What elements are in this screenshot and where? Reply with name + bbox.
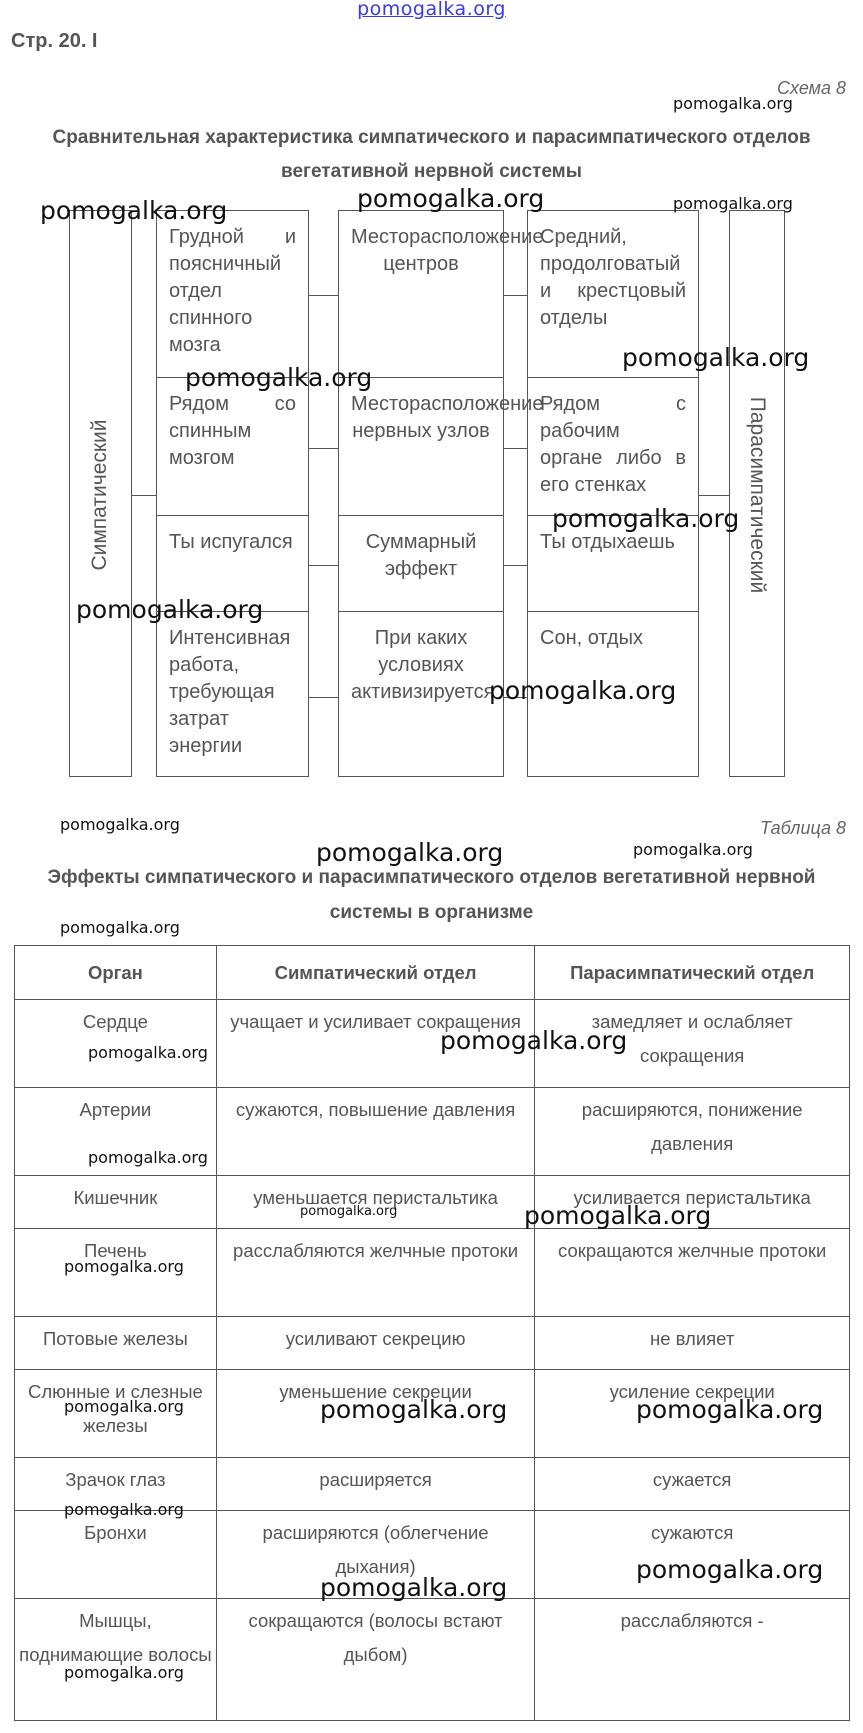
table-label: Таблица 8 xyxy=(759,818,846,838)
parasympathetic-cell: сужается xyxy=(535,1458,850,1511)
organ-cell: Бронхи xyxy=(15,1511,217,1599)
organ-cell: Потовые железы xyxy=(15,1317,217,1370)
table-row xyxy=(15,1176,850,1229)
watermark-text: pomogalka.org xyxy=(76,595,264,624)
watermark-text: pomogalka.org xyxy=(88,1148,208,1167)
organ-cell: Слюнные и слезные железы xyxy=(15,1370,217,1458)
table-header-row xyxy=(15,946,850,1000)
parasympathetic-cell: расширяются, понижение давления xyxy=(535,1088,850,1176)
header-sympathetic: Симпатический отдел xyxy=(216,946,535,1000)
sympathetic-label: Симпатический xyxy=(88,419,111,571)
watermark-text: pomogalka.org xyxy=(320,1395,508,1424)
watermark-text: pomogalka.org xyxy=(673,94,793,113)
scheme-cell-center-4: При каких условиях активизируется xyxy=(351,627,495,703)
watermark-text: pomogalka.org xyxy=(64,1257,184,1276)
watermark-text: pomogalka.org xyxy=(60,918,180,937)
watermark-text: pomogalka.org xyxy=(88,1043,208,1062)
watermark-text: pomogalka.org xyxy=(636,1555,824,1584)
parasympathetic-cell: усиливается перистальтика xyxy=(535,1176,850,1229)
watermark-text: pomogalka.org xyxy=(64,1500,184,1519)
scheme-cell-left-4: Интенсивная работа, требующая затрат энергии xyxy=(169,627,291,757)
organ-cell: Кишечник xyxy=(15,1176,217,1229)
sympathetic-cell: усиливают секрецию xyxy=(216,1317,535,1370)
table-row xyxy=(15,1317,850,1370)
sympathetic-cell: сужаются, повышение давления xyxy=(216,1088,535,1176)
table-row xyxy=(15,1599,850,1721)
watermark-text: pomogalka.org xyxy=(673,194,793,213)
watermark-text: pomogalka.org xyxy=(185,363,373,392)
parasympathetic-cell: расслабляются - xyxy=(535,1599,850,1721)
organ-cell: Артерии xyxy=(15,1088,217,1176)
watermark-text: pomogalka.org xyxy=(440,1026,628,1055)
scheme-cell-center-3: Суммарный эффект xyxy=(365,531,477,580)
parasympathetic-cell: сокращаются желчные протоки xyxy=(535,1229,850,1317)
organ-cell: Сердце xyxy=(15,1000,217,1088)
watermark-text: pomogalka.org xyxy=(633,840,753,859)
sympathetic-cell: сокращаются (волосы встают дыбом) xyxy=(216,1599,535,1721)
scheme-cell-left-3: Ты испугался xyxy=(169,531,293,553)
header-organ: Орган xyxy=(15,946,217,1000)
organ-cell: Зрачок глаз xyxy=(15,1458,217,1511)
sympathetic-cell: расширяются (облегчение дыхания) xyxy=(216,1511,535,1599)
watermark-text: pomogalka.org xyxy=(60,815,180,834)
watermark-text: pomogalka.org xyxy=(64,1397,184,1416)
sympathetic-cell: расширяется xyxy=(216,1458,535,1511)
scheme-cell-right-1: Средний, продолговатый и крестцовый отделы xyxy=(540,226,686,329)
scheme-cell-left-1: Грудной и поясничный отдел спинного мозга xyxy=(169,226,296,356)
sympathetic-cell: уменьшение секреции xyxy=(216,1370,535,1458)
scheme-title-line2: вегетативной нервной системы xyxy=(281,161,582,182)
watermark-text: pomogalka.org xyxy=(622,343,810,372)
watermark-text: pomogalka.org xyxy=(320,1573,508,1602)
parasympathetic-label: Парасимпатический xyxy=(746,396,769,594)
table-title-line1: Эффекты симпатического и парасимпатического отделов вегетативной нервной xyxy=(47,867,816,888)
organ-cell: Печень xyxy=(15,1229,217,1317)
organ-cell: Мышцы, поднимающие волосы xyxy=(15,1599,217,1721)
scheme-cell-right-4: Сон, отдых xyxy=(540,627,643,649)
watermark-text: pomogalka.org xyxy=(489,676,677,705)
parasympathetic-cell: замедляет и ослабляет сокращения xyxy=(535,1000,850,1088)
scheme-cell-right-3: Ты отдыхаешь xyxy=(540,531,675,553)
scheme-title-line1: Сравнительная характеристика симпатического и парасимпатического отделов xyxy=(52,127,811,148)
scheme-cell-left-2: Рядом со спинным мозгом xyxy=(169,393,296,469)
watermark-text: pomogalka.org xyxy=(636,1395,824,1424)
watermark-top-link[interactable]: pomogalka.org xyxy=(357,0,506,20)
sympathetic-cell: уменьшается перистальтика xyxy=(216,1176,535,1229)
scheme-cell-right-2: Рядом с рабочим органе либо в его стенках xyxy=(540,393,686,496)
header-parasympathetic: Парасимпатический отдел xyxy=(535,946,850,1000)
scheme-cell-center-2: Месторасположение нервных узлов xyxy=(351,393,544,442)
parasympathetic-cell: не влияет xyxy=(535,1317,850,1370)
watermark-text: pomogalka.org xyxy=(524,1201,712,1230)
watermark-text: pomogalka.org xyxy=(300,1204,398,1219)
sympathetic-cell: учащает и усиливает сокращения xyxy=(216,1000,535,1088)
watermark-text: pomogalka.org xyxy=(64,1663,184,1682)
scheme-label: Схема 8 xyxy=(777,78,846,98)
watermark-text: pomogalka.org xyxy=(316,838,504,867)
sympathetic-cell: расслабляются желчные протоки xyxy=(216,1229,535,1317)
watermark-text: pomogalka.org xyxy=(552,504,740,533)
watermark-text: pomogalka.org xyxy=(357,184,545,213)
scheme-cell-center-1: Месторасположение центров xyxy=(351,226,544,275)
page-reference: Стр. 20. I xyxy=(11,30,98,52)
watermark-text: pomogalka.org xyxy=(40,196,228,225)
table-title-line2: системы в организме xyxy=(329,902,534,923)
parasympathetic-cell: сужаются xyxy=(535,1511,850,1599)
parasympathetic-cell: усиление секреции xyxy=(535,1370,850,1458)
